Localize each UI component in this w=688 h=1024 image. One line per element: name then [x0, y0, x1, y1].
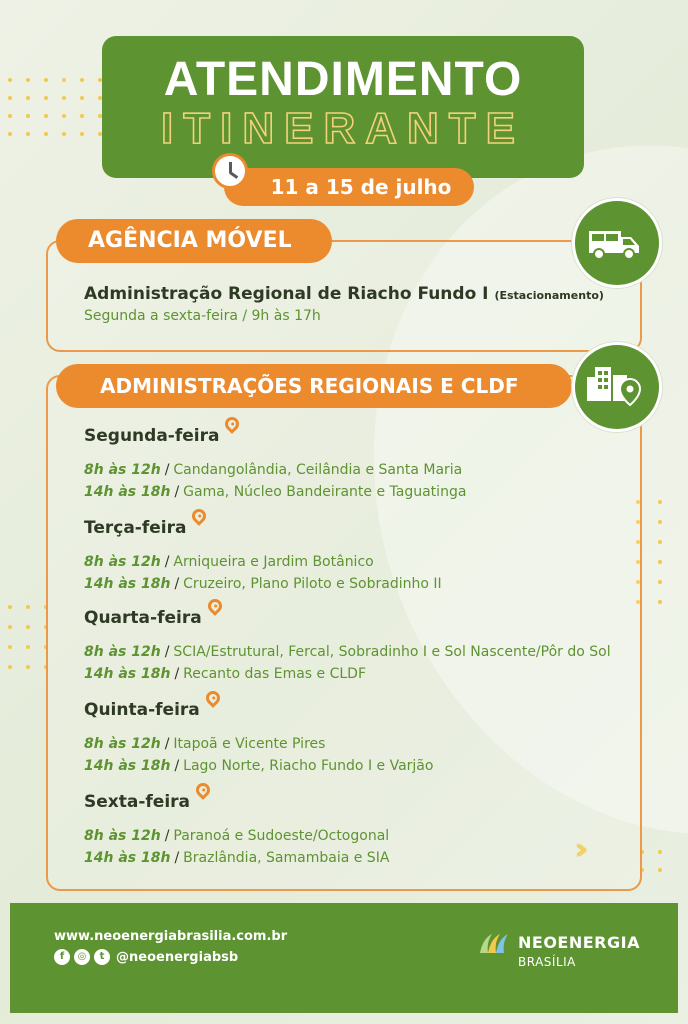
slot-time: 8h às 12h — [84, 644, 161, 660]
title-line2: ITINERANTE — [161, 104, 525, 153]
neoenergia-logo-icon — [476, 931, 514, 955]
day-block — [84, 426, 466, 500]
schedule-slot: 14h às 18h / Lago Norte, Riacho Fundo I e Varjão — [84, 758, 434, 774]
van-icon — [572, 198, 662, 288]
day-block — [84, 792, 389, 866]
brand-sub: BRASÍLIA — [518, 955, 576, 969]
schedule-slot: 8h às 12h / Itapoã e Vicente Pires — [84, 736, 326, 752]
date-badge: 11 a 15 de julho — [224, 168, 474, 206]
chevron-right-icon: ›› — [574, 832, 579, 867]
footer — [10, 903, 678, 1013]
slot-places: Candangolândia, Ceilândia e Santa Maria — [173, 462, 463, 478]
slot-places: Lago Norte, Riacho Fundo I e Varjão — [183, 758, 434, 774]
slot-time: 14h às 18h — [84, 666, 171, 682]
day-name: Terça-feira — [84, 518, 187, 538]
slot-places: Cruzeiro, Plano Piloto e Sobradinho II — [183, 576, 442, 592]
schedule-slot: 14h às 18h / Brazlândia, Samambaia e SIA — [84, 850, 390, 866]
day-name: Quinta-feira — [84, 700, 200, 720]
slot-time: 14h às 18h — [84, 758, 171, 774]
schedule-slot: 14h às 18h / Gama, Núcleo Bandeirante e Taguatinga — [84, 484, 467, 500]
schedule-slot: 8h às 12h / Paranoá e Sudoeste/Octogonal — [84, 828, 390, 844]
schedule-slot: 8h às 12h / SCIA/Estrutural, Fercal, Sobradinho I e Sol Nascente/Pôr do Sol — [84, 644, 611, 660]
slot-places: Recanto das Emas e CLDF — [183, 666, 367, 682]
slot-time: 8h às 12h — [84, 828, 161, 844]
clock-icon — [212, 153, 248, 189]
slot-places: Gama, Núcleo Bandeirante e Taguatinga — [183, 484, 467, 500]
decorative-dots — [8, 78, 102, 136]
slot-places: Brazlândia, Samambaia e SIA — [183, 850, 390, 866]
administracoes-title: ADMINISTRAÇÕES REGIONAIS E CLDF — [56, 364, 572, 408]
slot-places: SCIA/Estrutural, Fercal, Sobradinho I e Sol Nascente/Pôr do Sol — [173, 644, 611, 660]
decorative-dots — [640, 850, 662, 872]
slot-time: 14h às 18h — [84, 576, 171, 592]
agencia-movel-title: AGÊNCIA MÓVEL — [56, 219, 332, 263]
day-name: Segunda-feira — [84, 426, 220, 446]
day-name: Sexta-feira — [84, 792, 191, 812]
slot-places: Paranoá e Sudoeste/Octogonal — [173, 828, 390, 844]
slot-time: 8h às 12h — [84, 462, 161, 478]
schedule-slot: 8h às 12h / Candangolândia, Ceilândia e Santa Maria — [84, 462, 463, 478]
social-links — [54, 949, 238, 965]
location-note: (Estacionamento) — [494, 289, 604, 302]
title-line1: ATENDIMENTO — [163, 53, 523, 106]
agencia-movel-hours: Segunda a sexta-feira / 9h às 17h — [84, 308, 321, 324]
schedule-slot: 14h às 18h / Cruzeiro, Plano Piloto e Sobradinho II — [84, 576, 442, 592]
day-block — [84, 700, 433, 774]
day-name: Quarta-feira — [84, 608, 202, 628]
location-text: Administração Regional de Riacho Fundo I — [84, 284, 489, 304]
slot-time: 14h às 18h — [84, 850, 171, 866]
slot-places: Arniqueira e Jardim Botânico — [173, 554, 374, 570]
instagram-icon[interactable]: ◎ — [74, 949, 90, 965]
slot-places: Itapoã e Vicente Pires — [173, 736, 326, 752]
decorative-dots — [8, 605, 48, 669]
title-banner — [102, 36, 584, 178]
slot-time: 8h às 12h — [84, 554, 161, 570]
slot-time: 8h às 12h — [84, 736, 161, 752]
agencia-movel-location — [84, 284, 604, 304]
building-location-icon — [572, 342, 662, 432]
twitter-icon[interactable]: t — [94, 949, 110, 965]
social-handle[interactable]: @neoenergiabsb — [116, 949, 239, 965]
slot-time: 14h às 18h — [84, 484, 171, 500]
day-block — [84, 518, 442, 592]
brand-name: NEOENERGIA — [518, 933, 640, 952]
day-block — [84, 608, 611, 682]
website-link[interactable]: www.neoenergiabrasilia.com.br — [54, 929, 288, 944]
schedule-slot: 8h às 12h / Arniqueira e Jardim Botânico — [84, 554, 374, 570]
schedule-slot: 14h às 18h / Recanto das Emas e CLDF — [84, 666, 367, 682]
facebook-icon[interactable]: f — [54, 949, 70, 965]
